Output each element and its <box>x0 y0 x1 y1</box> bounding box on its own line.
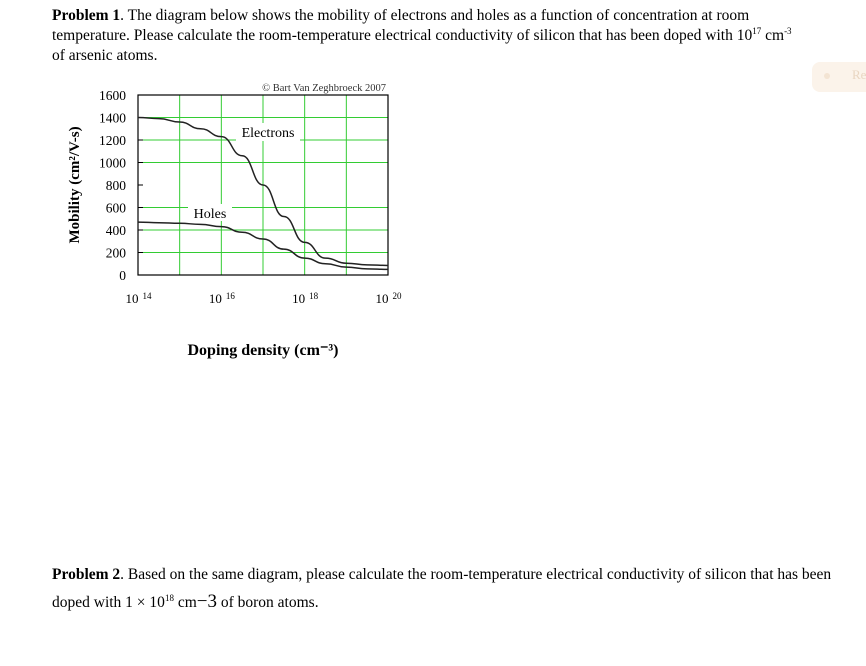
y-axis-label: Mobility (cm²/V-s) <box>67 126 83 244</box>
side-hint-text: Re <box>852 67 866 82</box>
dot-icon <box>824 73 830 79</box>
x-axis-label: Doping density (cm⁻³) <box>187 342 339 359</box>
x-tick-exponent: 18 <box>309 291 319 301</box>
unit-text: cm <box>761 27 785 44</box>
y-axis-ticks <box>99 88 143 283</box>
series-label-holes <box>188 204 232 222</box>
unit-exponent: −3 <box>196 591 217 612</box>
electrons-label: Electrons <box>241 126 295 141</box>
series-label-electrons <box>236 123 300 141</box>
side-hint-button[interactable] <box>812 62 866 92</box>
y-tick-label: 1400 <box>99 110 126 126</box>
unit-exponent: -3 <box>784 26 792 36</box>
x-tick-label: 10 <box>208 291 222 306</box>
x-tick-label: 10 <box>375 291 389 306</box>
problem-1-label: Problem 1 <box>52 7 121 24</box>
y-tick-label: 400 <box>105 223 126 238</box>
problem-2-text <box>52 561 832 616</box>
y-tick-label: 600 <box>105 200 126 216</box>
problem-2-tail: of boron atoms. <box>216 594 319 611</box>
exponent: 17 <box>752 26 762 36</box>
y-tick-label: 200 <box>105 245 126 261</box>
problem-1-text <box>52 6 808 66</box>
y-tick-label: 1600 <box>99 88 126 103</box>
y-tick-label: 800 <box>105 178 126 193</box>
x-tick-exponent: 16 <box>225 291 235 301</box>
chart-copyright: © Bart Van Zeghbroeck 2007 <box>262 83 386 94</box>
y-tick-label: 1000 <box>99 155 126 171</box>
problem-2-label: Problem 2 <box>52 566 121 583</box>
x-axis-ticks <box>126 291 403 306</box>
x-tick-label: 10 <box>125 291 139 306</box>
x-tick-label: 10 <box>292 291 306 306</box>
unit-text: cm <box>173 594 197 611</box>
problem-2-body: . Based on the same diagram, please calculate the room-temperature electrical conductivity of silicon that has been doped with 1 × 10 <box>52 566 832 611</box>
mobility-chart <box>60 78 420 368</box>
exponent: 18 <box>164 593 174 603</box>
holes-label: Holes <box>193 207 227 222</box>
problem-1-tail: of arsenic atoms. <box>52 47 158 64</box>
problem-1-body: . The diagram below shows the mobility of electrons and holes as a function of concentration at room temperature. Please calculate the room-temperature electrical conductivity of silicon that has been doped with 10 <box>52 7 753 44</box>
y-tick-label: 0 <box>119 268 126 283</box>
y-tick-label: 1200 <box>99 133 126 148</box>
x-tick-exponent: 20 <box>392 291 402 301</box>
x-tick-exponent: 14 <box>142 291 152 301</box>
